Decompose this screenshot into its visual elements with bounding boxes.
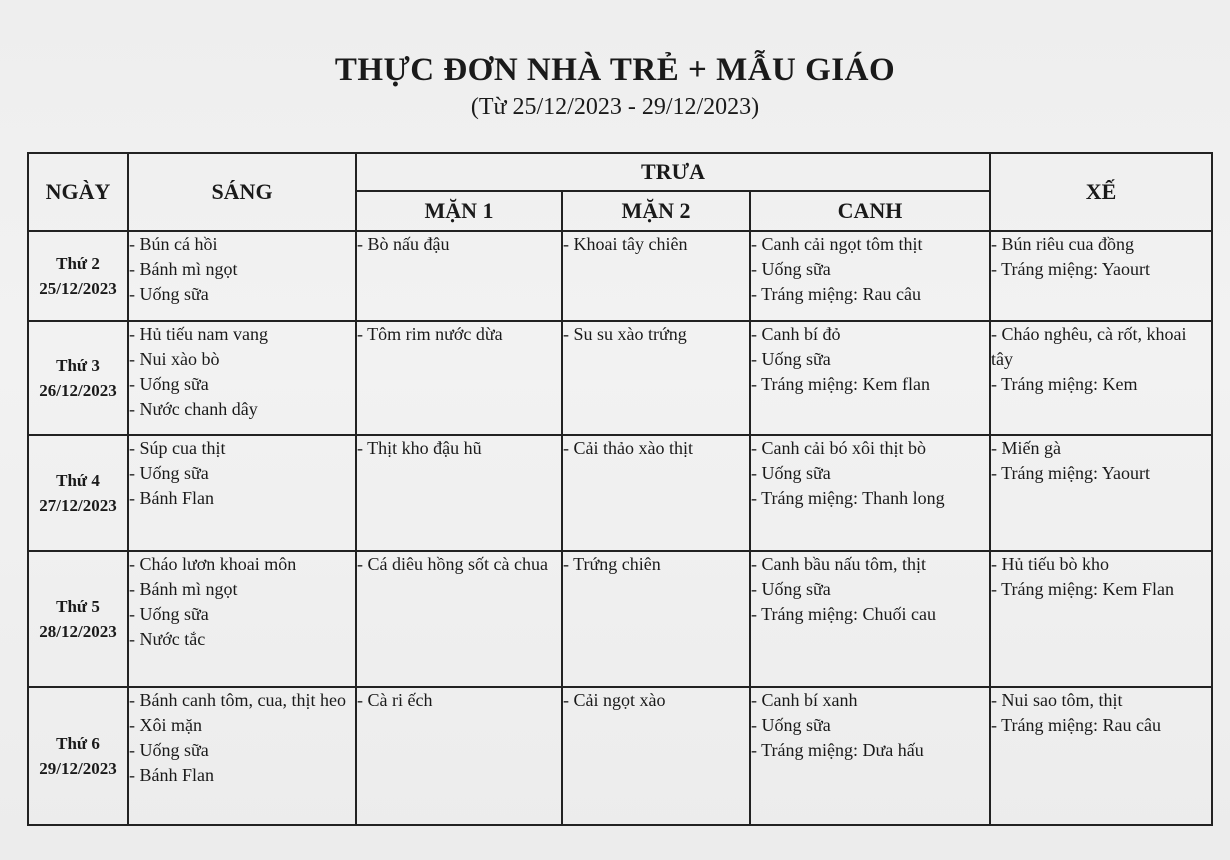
sang-cell: [128, 435, 356, 551]
day-date: 29/12/2023: [39, 759, 117, 778]
menu-item: - Uống sữa: [751, 463, 831, 483]
menu-item: - Súp cua thịt: [129, 438, 226, 458]
day-name: Thứ 3: [56, 356, 100, 375]
man1-cell: [356, 687, 562, 825]
menu-item: - Hủ tiếu bò kho: [991, 554, 1109, 574]
man1-cell: [356, 551, 562, 687]
day-date: 25/12/2023: [39, 279, 117, 298]
menu-item: - Tráng miệng: Yaourt: [991, 463, 1151, 483]
menu-item: - Tôm rim nước dừa: [357, 324, 503, 344]
menu-item: - Tráng miệng: Thanh long: [751, 488, 945, 508]
menu-row: [28, 321, 1212, 435]
menu-item: - Uống sữa: [129, 284, 209, 304]
menu-item: - Canh bầu nấu tôm, thịt: [751, 554, 926, 574]
menu-row: [28, 231, 1212, 321]
menu-item: - Cháo lươn khoai môn: [129, 554, 297, 574]
man2-cell: [562, 551, 750, 687]
menu-item: - Tráng miệng: Rau câu: [751, 284, 921, 304]
xe-cell: [990, 321, 1212, 435]
menu-item: - Nước chanh dây: [129, 399, 258, 419]
menu-item: - Nước tắc: [129, 629, 206, 649]
menu-row: [28, 687, 1212, 825]
menu-title: THỰC ĐƠN NHÀ TRẺ + MẪU GIÁO: [334, 52, 896, 88]
xe-cell: [990, 435, 1212, 551]
menu-item: - Cải ngọt xào: [563, 690, 666, 710]
menu-item: - Su su xào trứng: [563, 324, 687, 344]
xe-cell: [990, 551, 1212, 687]
day-name: Thứ 2: [56, 254, 100, 273]
sang-cell: [128, 231, 356, 321]
header-sang: SÁNG: [128, 153, 356, 231]
canh-cell: [750, 435, 990, 551]
menu-item: - Uống sữa: [129, 374, 209, 394]
menu-item: - Tráng miệng: Yaourt: [991, 259, 1151, 279]
menu-item: - Cá diêu hồng sốt cà chua: [357, 554, 548, 574]
menu-item: - Xôi mặn: [129, 715, 202, 735]
header-xe: XẾ: [990, 153, 1212, 231]
menu-item: - Uống sữa: [129, 740, 209, 760]
menu-item: - Nui sao tôm, thịt: [991, 690, 1123, 710]
menu-item: - Canh bí xanh: [751, 690, 858, 710]
menu-item: - Canh cải ngọt tôm thịt: [751, 234, 923, 254]
day-cell: [28, 435, 128, 551]
menu-item: - Canh cải bó xôi thịt bò: [751, 438, 926, 458]
menu-item: - Miến gà: [991, 438, 1061, 458]
canh-cell: [750, 687, 990, 825]
man1-cell: [356, 321, 562, 435]
menu-item: - Uống sữa: [751, 715, 831, 735]
header-trua: TRƯA: [356, 153, 990, 191]
menu-item: - Bánh mì ngọt: [129, 259, 238, 279]
day-cell: [28, 687, 128, 825]
man1-cell: [356, 231, 562, 321]
menu-item: - Uống sữa: [129, 463, 209, 483]
date-range-subtitle: (Từ 25/12/2023 - 29/12/2023): [470, 94, 760, 120]
sang-cell: [128, 321, 356, 435]
menu-item: - Nui xào bò: [129, 349, 220, 369]
menu-item: - Hủ tiếu nam vang: [129, 324, 268, 344]
sang-cell: [128, 687, 356, 825]
menu-item: - Cà ri ếch: [357, 690, 433, 710]
menu-item: - Tráng miệng: Rau câu: [991, 715, 1161, 735]
xe-cell: [990, 231, 1212, 321]
man2-cell: [562, 687, 750, 825]
menu-row: [28, 551, 1212, 687]
canh-cell: [750, 551, 990, 687]
menu-item: - Uống sữa: [751, 579, 831, 599]
menu-item: - Tráng miệng: Dưa hấu: [751, 740, 924, 760]
menu-item: - Tráng miệng: Kem: [991, 374, 1138, 394]
header-man2: MẶN 2: [562, 191, 750, 231]
menu-item: - Thịt kho đậu hũ: [357, 438, 482, 458]
sang-cell: [128, 551, 356, 687]
menu-item: - Cháo nghêu, cà rốt, khoai tây: [991, 324, 1187, 369]
menu-item: - Cải thảo xào thịt: [563, 438, 693, 458]
day-date: 27/12/2023: [39, 496, 117, 515]
header-canh: CANH: [750, 191, 990, 231]
menu-item: - Bánh canh tôm, cua, thịt heo: [129, 690, 346, 710]
day-name: Thứ 6: [56, 734, 100, 753]
man2-cell: [562, 321, 750, 435]
man2-cell: [562, 231, 750, 321]
day-date: 26/12/2023: [39, 381, 117, 400]
menu-item: - Canh bí đỏ: [751, 324, 841, 344]
menu-item: - Bánh Flan: [129, 765, 214, 785]
weekly-menu-table: [27, 152, 1213, 826]
day-cell: [28, 231, 128, 321]
canh-cell: [750, 321, 990, 435]
day-date: 28/12/2023: [39, 622, 117, 641]
header-ngay: NGÀY: [28, 153, 128, 231]
menu-item: - Bún riêu cua đồng: [991, 234, 1134, 254]
menu-item: - Uống sữa: [751, 259, 831, 279]
day-cell: [28, 551, 128, 687]
menu-item: - Khoai tây chiên: [563, 234, 688, 254]
day-name: Thứ 4: [56, 471, 100, 490]
header-man1: MẶN 1: [356, 191, 562, 231]
day-name: Thứ 5: [56, 597, 100, 616]
man2-cell: [562, 435, 750, 551]
menu-item: - Bò nấu đậu: [357, 234, 450, 254]
menu-item: - Bún cá hồi: [129, 234, 218, 254]
menu-item: - Tráng miệng: Chuối cau: [751, 604, 936, 624]
day-cell: [28, 321, 128, 435]
menu-row: [28, 435, 1212, 551]
menu-item: - Uống sữa: [751, 349, 831, 369]
canh-cell: [750, 231, 990, 321]
menu-item: - Tráng miệng: Kem flan: [751, 374, 930, 394]
menu-item: - Trứng chiên: [563, 554, 661, 574]
menu-item: - Bánh Flan: [129, 488, 214, 508]
menu-item: - Bánh mì ngọt: [129, 579, 238, 599]
menu-body: [28, 231, 1212, 825]
menu-item: - Tráng miệng: Kem Flan: [991, 579, 1175, 599]
xe-cell: [990, 687, 1212, 825]
menu-item: - Uống sữa: [129, 604, 209, 624]
man1-cell: [356, 435, 562, 551]
